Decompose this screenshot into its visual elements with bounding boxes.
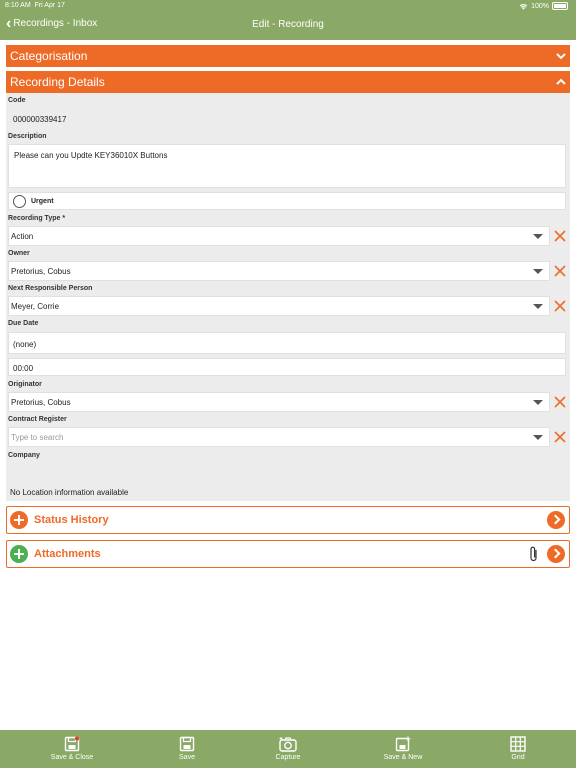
battery-percent: 100% — [531, 2, 549, 10]
next-responsible-value: Meyer, Corrie — [11, 302, 60, 311]
save-icon — [179, 736, 195, 752]
camera-icon — [279, 736, 297, 752]
grid-icon — [510, 736, 526, 752]
location-info: No Location information available — [10, 488, 129, 497]
next-responsible-select[interactable] — [8, 296, 550, 316]
code-value: 000000339417 — [13, 115, 67, 124]
chevron-right-icon[interactable] — [547, 511, 565, 529]
tab-label: Capture — [275, 754, 301, 761]
nav-bar — [0, 12, 576, 40]
urgent-label: Urgent — [31, 198, 54, 205]
urgent-row[interactable] — [8, 192, 566, 210]
categorisation-section — [6, 45, 570, 67]
description-label: Description — [8, 133, 47, 140]
chevron-left-icon: ‹ — [6, 14, 12, 32]
add-plus-icon[interactable] — [10, 545, 28, 563]
dropdown-caret-icon — [533, 234, 543, 239]
status-bar — [0, 0, 576, 12]
recording-type-select[interactable] — [8, 226, 550, 246]
status-history-row[interactable] — [6, 506, 570, 534]
recording-type-value: Action — [11, 232, 34, 241]
recording-details-section — [6, 71, 570, 501]
dropdown-caret-icon — [533, 435, 543, 440]
next-responsible-label: Next Responsible Person — [8, 285, 93, 292]
clear-next-responsible-icon[interactable] — [554, 300, 566, 312]
due-date-label: Due Date — [8, 320, 39, 327]
clear-recording-type-icon[interactable] — [554, 230, 566, 242]
owner-select[interactable] — [8, 261, 550, 281]
expand-plus-icon — [10, 511, 28, 529]
page-title: Edit - Recording — [252, 19, 324, 30]
company-label: Company — [8, 452, 40, 459]
paperclip-icon[interactable] — [529, 546, 539, 563]
recording-details-title: Recording Details — [10, 75, 105, 89]
recording-details-header[interactable] — [6, 71, 570, 93]
wifi-icon — [519, 3, 528, 10]
dropdown-caret-icon — [533, 269, 543, 274]
chevron-right-icon[interactable] — [547, 545, 565, 563]
status-right — [519, 2, 568, 10]
categorisation-header[interactable] — [6, 45, 570, 67]
back-label: Recordings - Inbox — [13, 18, 98, 29]
tab-label: Save — [179, 754, 195, 761]
save-button[interactable] — [147, 730, 227, 768]
save-close-button[interactable] — [32, 730, 112, 768]
capture-button[interactable] — [248, 730, 328, 768]
dropdown-caret-icon — [533, 400, 543, 405]
categorisation-title: Categorisation — [10, 49, 88, 63]
battery-icon — [552, 2, 568, 10]
save-close-icon — [64, 736, 80, 752]
originator-label: Originator — [8, 381, 42, 388]
originator-select[interactable] — [8, 392, 550, 412]
clear-contract-register-icon[interactable] — [554, 431, 566, 443]
due-date-value: (none) — [13, 340, 37, 349]
owner-value: Pretorius, Cobus — [11, 267, 71, 276]
status-history-title: Status History — [34, 514, 109, 526]
tab-label: Save & New — [383, 754, 423, 761]
chevron-down-icon — [556, 51, 566, 61]
attachments-title: Attachments — [34, 548, 101, 560]
dropdown-caret-icon — [533, 304, 543, 309]
contract-register-label: Contract Register — [8, 416, 67, 423]
clear-owner-icon[interactable] — [554, 265, 566, 277]
owner-label: Owner — [8, 250, 30, 257]
tab-label: Save & Close — [50, 754, 94, 761]
chevron-up-icon — [556, 77, 566, 87]
recording-type-label: Recording Type * — [8, 215, 66, 222]
attachments-row[interactable] — [6, 540, 570, 568]
save-new-icon — [395, 736, 411, 752]
contract-register-select[interactable] — [8, 427, 550, 447]
originator-value: Pretorius, Cobus — [11, 398, 71, 407]
save-new-button[interactable] — [363, 730, 443, 768]
grid-button[interactable] — [478, 730, 558, 768]
description-value: Please can you Updte KEY36010X Buttons — [14, 151, 168, 160]
due-time-field[interactable] — [8, 358, 566, 376]
bottom-toolbar — [0, 730, 576, 768]
due-date-field[interactable] — [8, 332, 566, 354]
due-time-value: 00:00 — [13, 364, 34, 373]
tab-label: Grid — [511, 754, 525, 761]
clear-originator-icon[interactable] — [554, 396, 566, 408]
contract-register-placeholder: Type to search — [11, 433, 64, 442]
recording-details-body — [6, 93, 570, 501]
description-field[interactable] — [8, 144, 566, 188]
status-time-date: 8:10 AM Fri Apr 17 — [5, 2, 65, 9]
code-label: Code — [8, 97, 26, 104]
urgent-radio[interactable] — [13, 195, 26, 208]
